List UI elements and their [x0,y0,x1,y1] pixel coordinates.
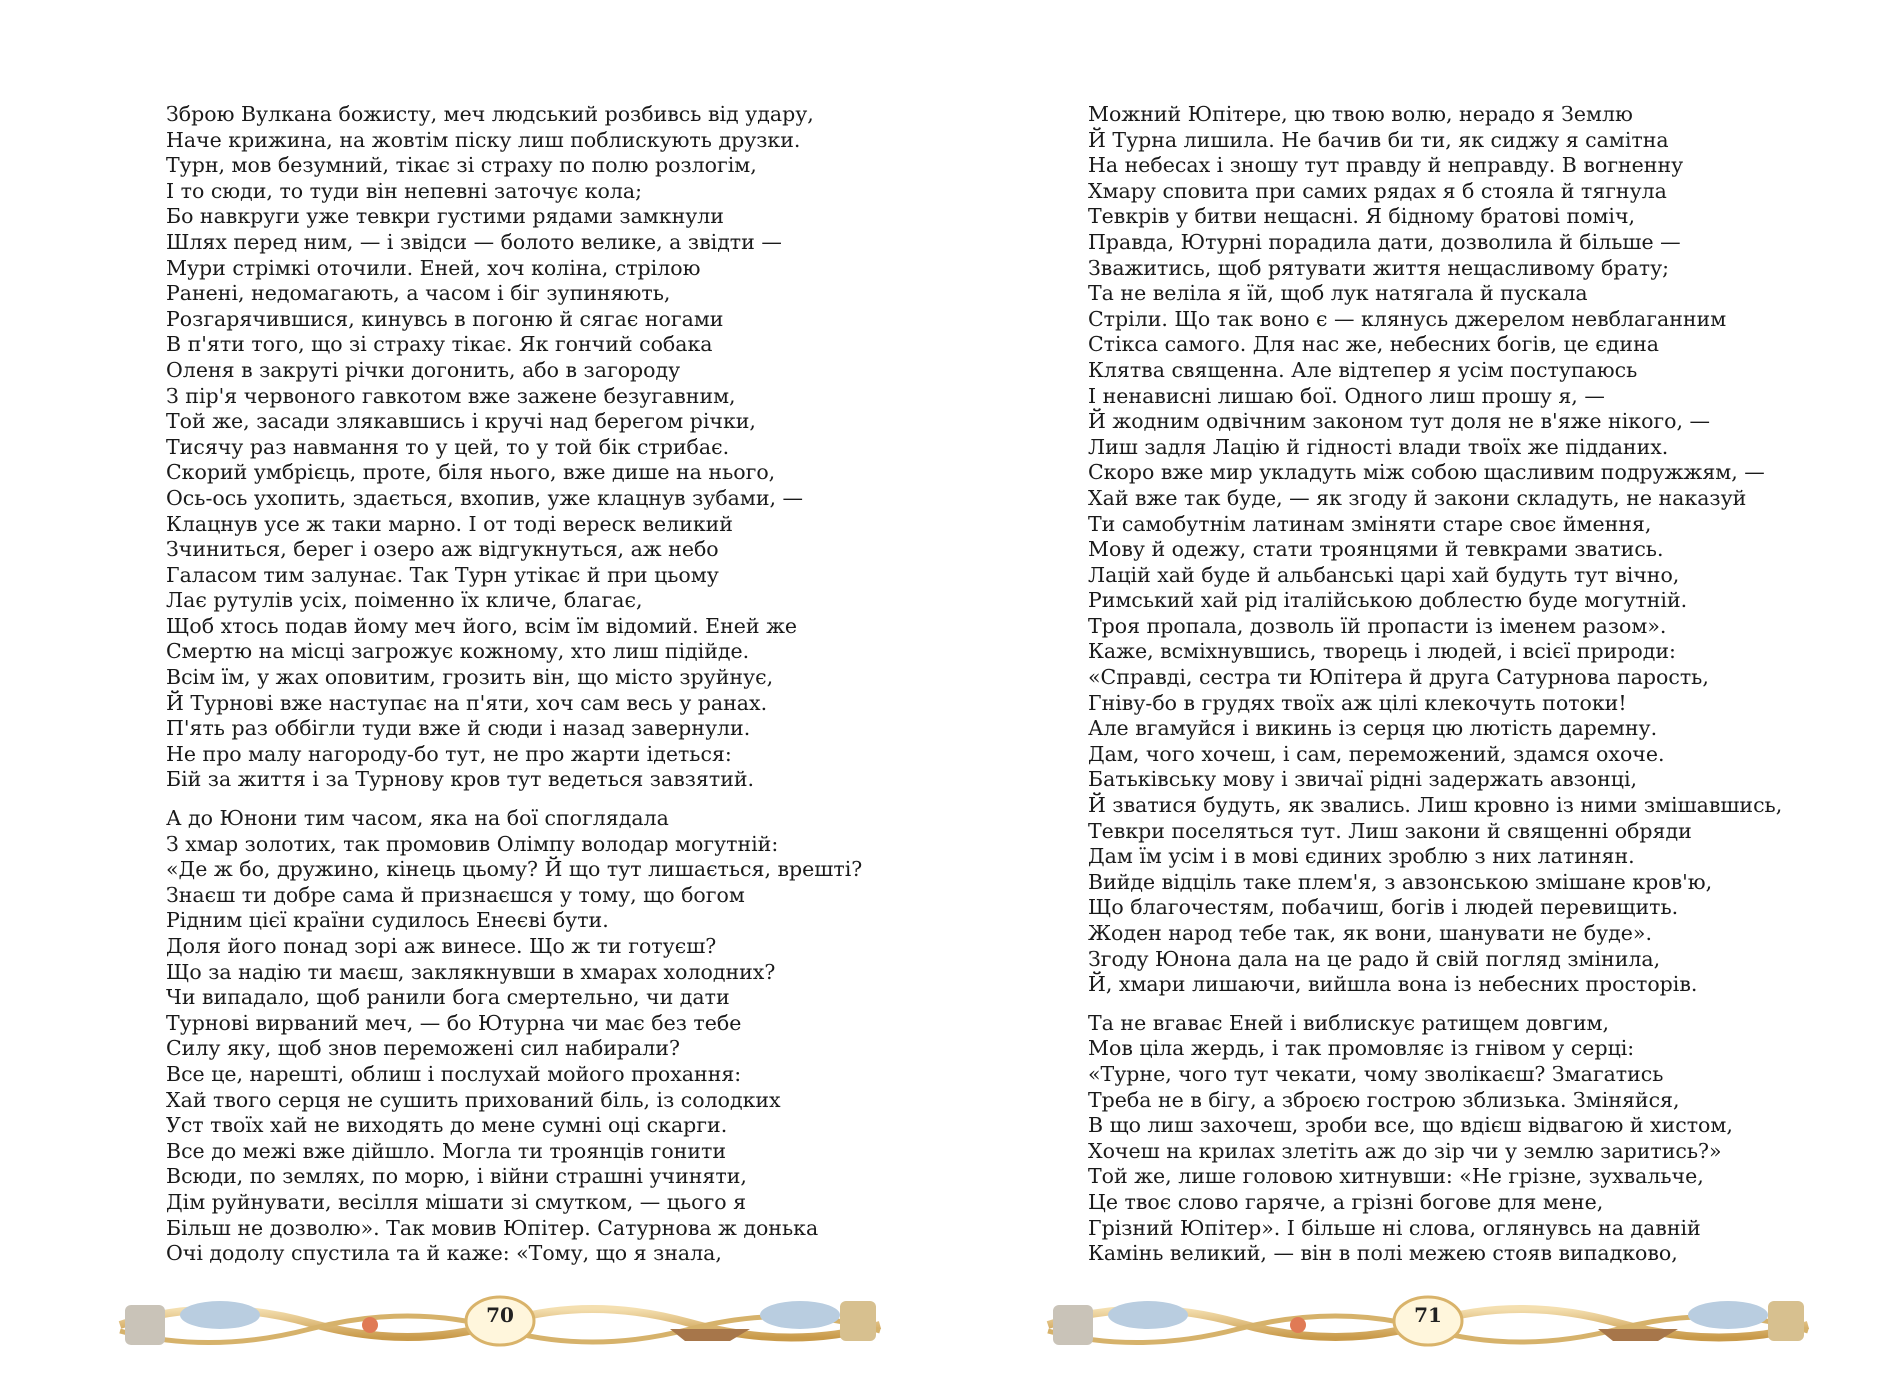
stanza [166,102,862,793]
stanza [1088,102,1782,998]
verse-line: Турнові вирваний меч, — бо Ютурна чи має без тебе [166,1010,742,1035]
verse-line: І то сюди, то туди він непевні заточує кола; [166,178,643,203]
verse-line: Розгарячившися, кинувсь в погоню й сягає ногами [166,306,724,331]
verse-line: Ось-ось ухопить, здається, вхопив, уже клацнув зубами, — [166,485,804,510]
verse-line: Каже, всміхнувшись, творець і людей, і всієї природи: [1088,639,1676,664]
verse-line: «Справді, сестра ти Юпітера й друга Сатурнова парость, [1088,665,1709,690]
verse-line: Не про малу нагороду-бо тут, не про жарти ідеться: [166,741,732,766]
verse-line: Скорий умбрієць, проте, біля нього, вже дише на нього, [166,460,776,485]
verse-line: Згоду Юнона дала на це радо й свій погляд змінила, [1088,946,1661,971]
verse-line: Батьківську мову і звичаї рідні задержать авзонці, [1088,767,1638,792]
verse-line: Римський хай рід італійською доблестю буде могутній. [1088,588,1688,613]
verse-line: Зброю Вулкана божисту, меч людський розбивсь від удару, [166,102,814,126]
verse-line: Треба не в бігу, а зброєю гострою зблизька. Зміняйся, [1088,1087,1680,1112]
stanza [166,806,862,1267]
verse-line: Оленя в закруті річки догонить, або в загороду [166,357,681,382]
verse-line: Стікса самого. Для нас же, небесних богів, це єдина [1088,332,1659,357]
verse-line: Тевкри поселяться тут. Лиш закони й священні обряди [1088,818,1692,843]
verse-line: Смертю на місці загрожує кожному, хто лиш підійде. [166,639,750,664]
verse-line: З пір'я червоного гавкотом вже зажене безугавним, [166,383,736,408]
verse-line: На небесах і зношу тут правду й неправду. В вогненну [1088,153,1684,178]
verse-line: Очі додолу спустила та й каже: «Тому, що я знала, [166,1241,722,1266]
verse-line: Турн, мов безумний, тікає зі страху по полю розлогім, [166,153,757,178]
verse-line: Й Турнові вже наступає на п'яти, хоч сам весь у ранах. [166,690,768,715]
left-page-footer-ornament [110,1285,890,1355]
verse-line: Й Турна лишила. Не бачив би ти, як сиджу я самітна [1088,127,1669,152]
verse-line: Більш не дозволю». Так мовив Юпітер. Сатурнова ж донька [166,1215,819,1240]
verse-line: Зважитись, щоб рятувати життя нещасливому брату; [1088,255,1670,280]
right-page-footer-ornament [1038,1285,1818,1355]
verse-line: Бій за життя і за Турнову кров тут ведеться завзятий. [166,767,755,792]
verse-line: Скоро вже мир укладуть між собою щасливим подружжям, — [1088,460,1765,485]
verse-line: Тевкрів у битви нещасні. Я бідному братові поміч, [1088,204,1636,229]
verse-line: Той же, засади злякавшись і кручі над берегом річки, [166,409,756,434]
right-page-text [1088,102,1782,1280]
verse-line: Але вгамуйся і викинь із серця цю лютість даремну. [1088,716,1658,741]
verse-line: Дім руйнувати, весілля мішати зі смутком, — цього я [166,1189,747,1214]
verse-line: Хмару сповита при самих рядах я б стояла й тягнула [1088,178,1667,203]
verse-line: Рідним цієї країни судилось Енеєві бути. [166,908,609,933]
verse-line: Все це, нарешті, облиш і послухай мойого прохання: [166,1061,742,1086]
left-page-text [166,102,862,1280]
right-page [952,0,1904,1400]
verse-line: Знаєш ти добре сама й признаєшся у тому, що богом [166,882,745,907]
verse-line: Тисячу раз навмання то у цей, то у той бік стрибає. [166,434,730,459]
verse-line: Дам їм усім і в мові єдиних зроблю з них латинян. [1088,844,1635,869]
verse-line: Троя пропала, дозволь їй пропасти із іменем разом». [1088,613,1667,638]
verse-line: Можний Юпітере, цю твою волю, нерадо я Землю [1088,102,1633,126]
verse-line: Що за надію ти маєш, заклякнувши в хмарах холодних? [166,959,776,984]
verse-line: Все до межі вже дійшло. Могла ти троянців гонити [166,1138,726,1163]
verse-line: Це твоє слово гаряче, а грізні богове для мене, [1088,1189,1604,1214]
verse-line: Зчиниться, берег і озеро аж відгукнуться, аж небо [166,537,719,562]
verse-line: Силу яку, щоб знов переможені сил набирали? [166,1036,680,1061]
verse-line: Щоб хтось подав йому меч його, всім їм відомий. Еней же [166,613,798,638]
verse-line: Й жодним одвічним законом тут доля не в'яже нікого, — [1088,409,1711,434]
verse-line: Та не вгаває Еней і виблискує ратищем довгим, [1088,1010,1609,1035]
verse-line: Чи випадало, щоб ранили бога смертельно, чи дати [166,985,730,1010]
verse-line: З хмар золотих, так промовив Олімпу володар могутній: [166,831,779,856]
verse-line: «Де ж бо, дружино, кінець цьому? Й що тут лишається, врешті? [166,857,863,882]
stanza [1088,1011,1782,1267]
verse-line: В що лиш захочеш, зроби все, що вдієш відвагою й хистом, [1088,1113,1733,1138]
verse-line: Всім їм, у жах оповитим, грозить він, що місто зруйнує, [166,665,774,690]
verse-line: Хай твого серця не сушить прихований біль, із солодких [166,1087,781,1112]
verse-line: Мов ціла жердь, і так промовляє із гнівом у серці: [1088,1036,1635,1061]
verse-line: «Турне, чого тут чекати, чому зволікаєш? Змагатись [1088,1061,1664,1086]
verse-line: Клацнув усе ж таки марно. І от тоді вереск великий [166,511,733,536]
verse-line: Бо навкруги уже тевкри густими рядами замкнули [166,204,724,229]
verse-line: Доля його понад зорі аж винесе. Що ж ти готуєш? [166,934,717,958]
verse-line: Правда, Ютурні порадила дати, дозволила й більше — [1088,229,1681,254]
verse-line: Шлях перед ним, — і звідси — болото велике, а звідти — [166,229,782,254]
verse-line: А до Юнони тим часом, яка на бої споглядала [166,806,669,831]
verse-line: Жоден народ тебе так, як вони, шанувати не буде». [1088,921,1652,945]
verse-line: Клятва священна. Але відтепер я усім поступаюсь [1088,357,1638,382]
verse-line: Й, хмари лишаючи, вийшла вона із небесних просторів. [1088,972,1698,997]
verse-line: Грізний Юпітер». І більше ні слова, оглянувсь на давній [1088,1215,1701,1240]
verse-line: Дам, чого хочеш, і сам, переможений, здамся охоче. [1088,741,1665,766]
page-number: 70 [486,1303,514,1327]
verse-line: Стріли. Що так воно є — клянусь джерелом невблаганним [1088,306,1727,331]
verse-line: Лиш задля Лацію й гідності влади твоїх же підданих. [1088,434,1669,459]
verse-line: Лає рутулів усіх, поіменно їх кличе, благає, [166,588,643,613]
verse-line: Хочеш на крилах злетіть аж до зір чи у землю заритись?» [1088,1138,1722,1163]
verse-line: Мури стрімкі оточили. Еней, хоч коліна, стрілою [166,255,701,280]
verse-line: Що благочестям, побачиш, богів і людей перевищить. [1088,895,1679,920]
verse-line: Той же, лише головою хитнувши: «Не грізне, зухвальче, [1088,1164,1704,1189]
verse-line: Уст твоїх хай не виходять до мене сумні оці скарги. [166,1113,728,1138]
verse-line: Наче крижина, на жовтім піску лиш поблискують друзки. [166,127,801,152]
verse-line: Вийде відціль таке плем'я, з авзонською змішане кров'ю, [1088,869,1713,894]
verse-line: В п'яти того, що зі страху тікає. Як гончий собака [166,332,713,357]
verse-line: Всюди, по землях, по морю, і війни страшні учиняти, [166,1164,747,1189]
verse-line: Галасом тим залунає. Так Турн утікає й при цьому [166,562,719,587]
verse-line: Мову й одежу, стати троянцями й тевкрами зватись. [1088,537,1664,562]
verse-line: Ранені, недомагають, а часом і біг зупиняють, [166,281,671,306]
page-number: 71 [1414,1303,1442,1327]
verse-line: Гніву-бо в грудях твоїх аж цілі клекочуть потоки! [1088,690,1627,715]
verse-line: І ненависні лишаю бої. Одного лиш прошу я, — [1088,383,1605,408]
verse-line: Лацій хай буде й альбанські царі хай будуть тут вічно, [1088,562,1680,587]
verse-line: Хай вже так буде, — як згоду й закони складуть, не наказуй [1088,485,1747,510]
verse-line: П'ять раз оббігли туди вже й сюди і назад завернули. [166,716,751,741]
verse-line: Та не веліла я їй, щоб лук натягала й пускала [1088,281,1588,306]
verse-line: Ти самобутнім латинам зміняти старе своє ймення, [1088,511,1652,536]
verse-line: Й зватися будуть, як звались. Лиш кровно із ними змішавшись, [1088,793,1783,818]
verse-line: Камінь великий, — він в полі межею стояв випадково, [1088,1241,1678,1266]
